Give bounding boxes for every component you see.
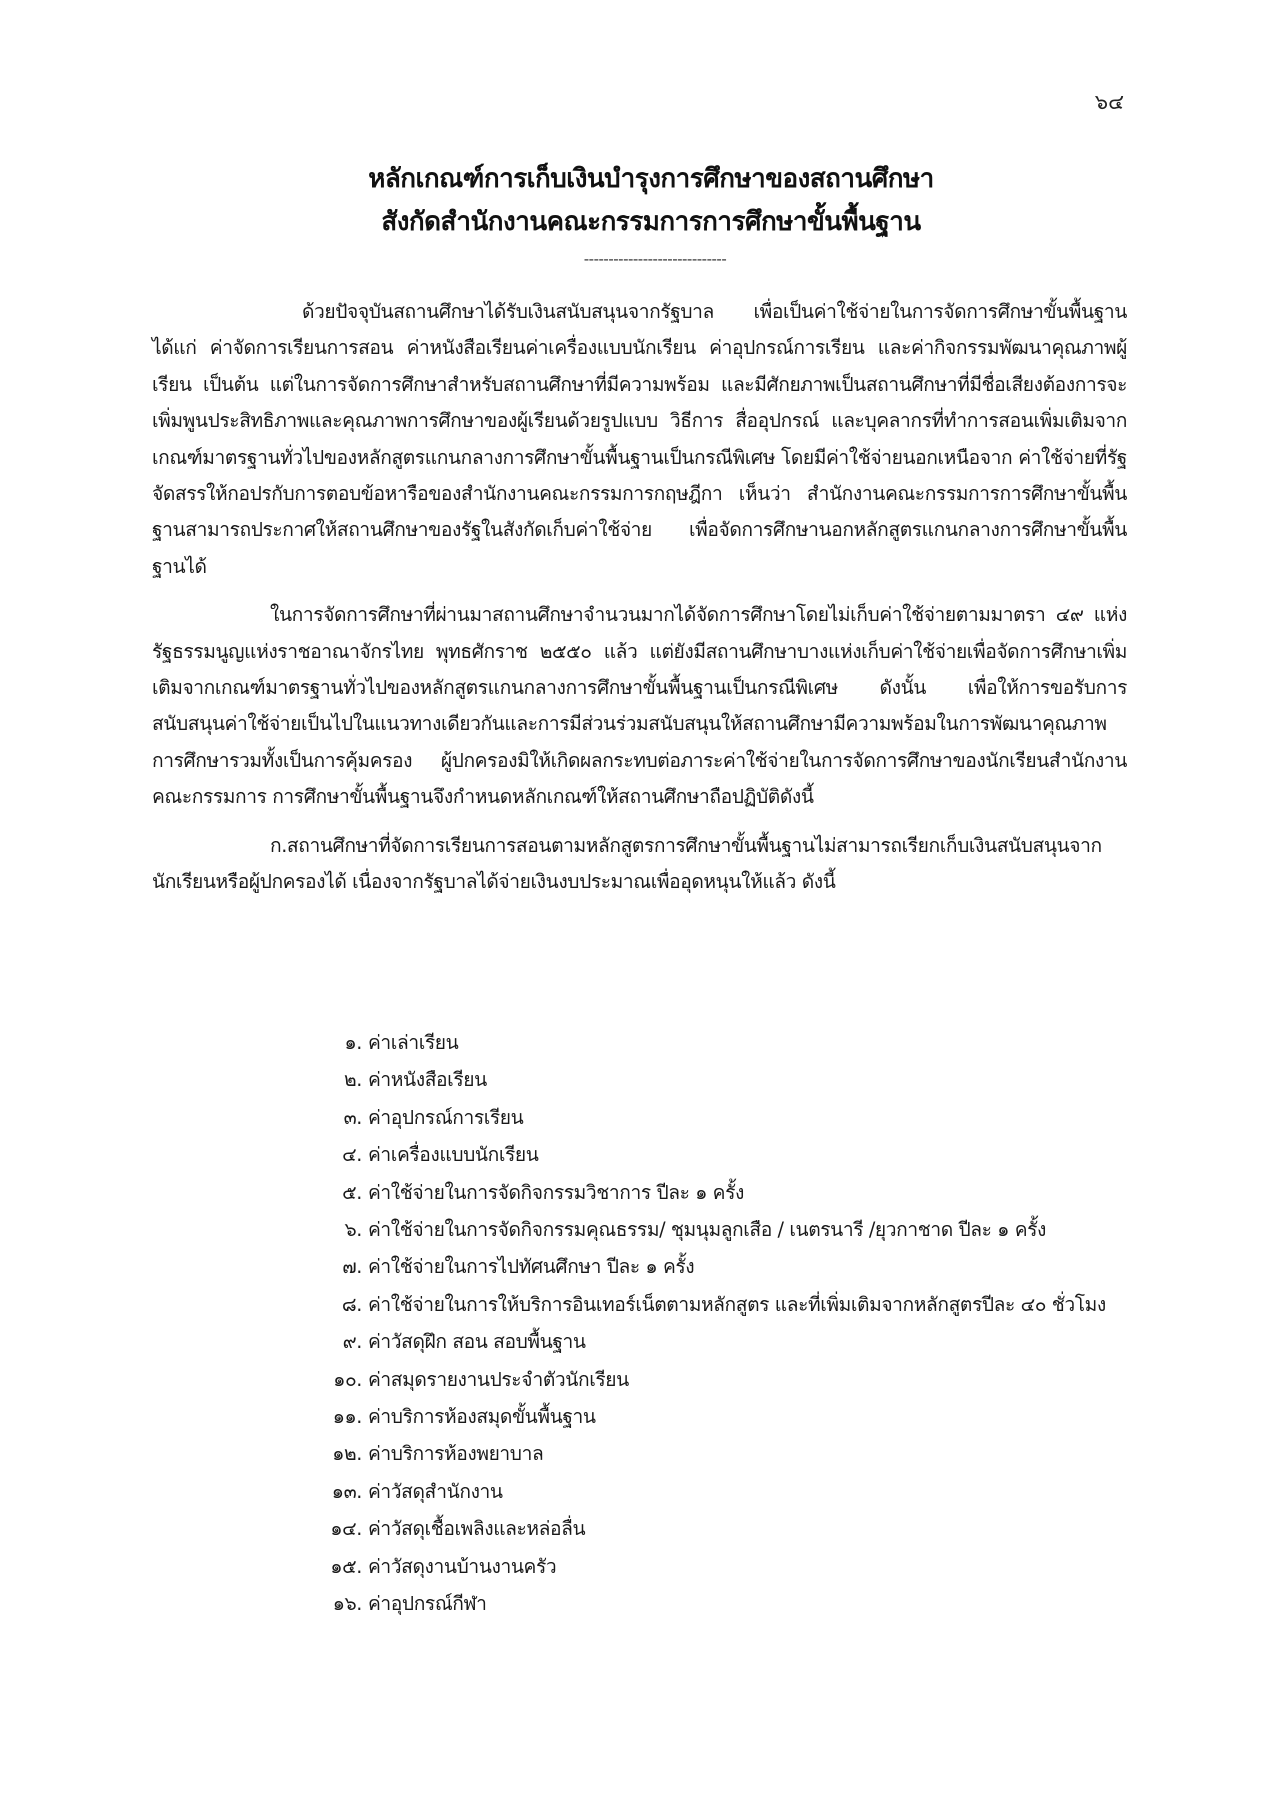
list-item-text: ค่าเล่าเรียน <box>368 1031 459 1054</box>
list-item-number: ๑๔. <box>330 1517 362 1541</box>
list-item-text: ค่าวัสดุฝึก สอน สอบพื้นฐาน <box>368 1330 586 1354</box>
document-title <box>0 158 1272 244</box>
list-item-number: ๒. <box>344 1068 362 1092</box>
paragraph-intro: ด้วยปัจจุบันสถานศึกษาได้รับเงินสนับสนุนจากรัฐบาล เพื่อเป็นค่าใช้จ่ายในการจัดการศึกษาขั้นพื้นฐาน ได้แก่ ค่าจัดการเรียนการสอน ค่าหนังสือเรียนค่าเครื่องแบบนักเรียน ค่าอุปกรณ์การเรียน และค่ากิจกรรมพัฒนาคุณภาพผู้เรียน เป็นต้น แต่ในการจัดการศึกษาสำหรับสถานศึกษาที่มีความพร้อม และมีศักยภาพเป็นสถานศึกษาที่มีชื่อเสียงต้องการจะเพิ่มพูนประสิทธิภาพและคุณภาพการศึกษาของผู้เรียนด้วยรูปแบบ วิธีการ สื่ออุปกรณ์ และบุคลากรที่ทำการสอนเพิ่มเติมจากเกณฑ์มาตรฐานทั่วไปของหลักสูตรแกนกลางการศึกษาขั้นพื้นฐานเป็นกรณีพิเศษ โดยมีค่าใช้จ่ายนอกเหนือจาก ค่าใช้จ่ายที่รัฐจัดสรรให้กอปรกับการตอบข้อหารือของสำนักงานคณะกรรมการกฤษฎีกา เห็นว่า สำนักงานคณะกรรมการการศึกษาขั้นพื้นฐานสามารถประกาศให้สถานศึกษาของรัฐในสังกัดเก็บค่าใช้จ่าย เพื่อจัดการศึกษานอกหลักสูตรแกนกลางการศึกษาขั้นพื้นฐานได้ <box>152 300 1127 578</box>
list-item-text: ค่าหนังสือเรียน <box>368 1068 487 1092</box>
list-item-number: ๗. <box>342 1255 362 1279</box>
list-item-number: ๔. <box>342 1143 362 1167</box>
list-item-number: ๓. <box>343 1105 362 1129</box>
list-item-text: ค่าสมุดรายงานประจำตัวนักเรียน <box>368 1367 629 1391</box>
title-line-2: สังกัดสำนักงานคณะกรรมการการศึกษาขั้นพื้นฐาน <box>381 207 921 237</box>
list-item <box>318 1585 1106 1622</box>
paragraph-rule-a: ก.สถานศึกษาที่จัดการเรียนการสอนตามหลักสูตรการศึกษาขั้นพื้นฐานไม่สามารถเรียกเก็บเงินสนับสนุนจากนักเรียนหรือผู้ปกครองได้ เนื่องจากรัฐบาลได้จ่ายเงินงบประมาณเพื่ออุดหนุนให้แล้ว ดังนี้ <box>152 833 1102 894</box>
list-item-number: ๑๖. <box>332 1592 362 1616</box>
list-item-text: ค่าใช้จ่ายในการไปทัศนศึกษา ปีละ ๑ ครั้ง <box>368 1255 695 1279</box>
list-item <box>318 1174 1106 1211</box>
title-line-1: หลักเกณฑ์การเก็บเงินบำรุงการศึกษาของสถานศึกษา <box>368 164 934 194</box>
list-item-text: ค่าบริการห้องพยาบาล <box>368 1442 544 1466</box>
list-item <box>318 1398 1106 1435</box>
list-item <box>318 1435 1106 1472</box>
list-item <box>318 1286 1106 1323</box>
list-item <box>318 1099 1106 1136</box>
list-item-text: ค่าวัสดุงานบ้านงานครัว <box>368 1554 557 1578</box>
list-item <box>318 1548 1106 1585</box>
list-item-number: ๑๕. <box>330 1554 362 1578</box>
list-item <box>318 1361 1106 1398</box>
list-item-number: ๑๑. <box>332 1405 362 1429</box>
list-item <box>318 1211 1106 1248</box>
fee-exemption-list <box>318 1024 1106 1623</box>
list-item <box>318 1248 1106 1285</box>
document-body <box>152 294 1127 901</box>
list-item <box>318 1323 1106 1360</box>
list-item-text: ค่าใช้จ่ายในการให้บริการอินเทอร์เน็ตตามหลักสูตร และที่เพิ่มเติมจากหลักสูตรปีละ ๔๐ ชั่วโมง <box>368 1292 1106 1316</box>
list-item <box>318 1473 1106 1510</box>
list-item-text: ค่าวัสดุเชื้อเพลิงและหล่อลื่น <box>368 1517 586 1541</box>
list-item-number: ๑๓. <box>331 1479 362 1503</box>
page-number: ๖๔ <box>1094 90 1124 114</box>
paragraph-background: ในการจัดการศึกษาที่ผ่านมาสถานศึกษาจำนวนมากได้จัดการศึกษาโดยไม่เก็บค่าใช้จ่ายตามมาตรา ๔๙ แห่งรัฐธรรมนูญแห่งราชอาณาจักรไทย พุทธศักราช ๒๕๕๐ แล้ว แต่ยังมีสถานศึกษาบางแห่งเก็บค่าใช้จ่ายเพื่อจัดการศึกษาเพิ่มเติมจากเกณฑ์มาตรฐานทั่วไปของหลักสูตรแกนกลางการศึกษาขั้นพื้นฐานเป็นกรณีพิเศษ ดังนั้น เพื่อให้การขอรับการสนับสนุนค่าใช้จ่ายเป็นไปในแนวทางเดียวกันและการมีส่วนร่วมสนับสนุนให้สถานศึกษามีความพร้อมในการพัฒนาคุณภาพการศึกษารวมทั้งเป็นการคุ้มครอง ผู้ปกครองมิให้เกิดผลกระทบต่อภาระค่าใช้จ่ายในการจัดการศึกษาของนักเรียนสำนักงานคณะกรรมการ การศึกษาขั้นพื้นฐานจึงกำหนดหลักเกณฑ์ให้สถานศึกษาถือปฏิบัติดังนี้ <box>152 603 1127 809</box>
list-item <box>318 1061 1106 1098</box>
list-item-number: ๑๒. <box>332 1442 362 1466</box>
list-item-number: ๕. <box>342 1180 362 1204</box>
list-item-text: ค่าอุปกรณ์การเรียน <box>368 1105 524 1129</box>
list-item-number: ๖. <box>344 1218 362 1242</box>
list-item-text: ค่าอุปกรณ์กีฬา <box>368 1592 487 1616</box>
list-item-number: ๘. <box>341 1292 362 1316</box>
title-divider: ----------------------------- <box>583 250 727 268</box>
list-item <box>318 1136 1106 1173</box>
list-item-number: ๙. <box>342 1330 362 1354</box>
list-item-number: ๑๐. <box>333 1367 362 1391</box>
list-item-text: ค่าเครื่องแบบนักเรียน <box>368 1143 539 1167</box>
list-item-number: ๑. <box>344 1031 362 1054</box>
list-item-text: ค่าวัสดุสำนักงาน <box>368 1479 503 1503</box>
list-item-text: ค่าใช้จ่ายในการจัดกิจกรรมคุณธรรม/ ชุมนุมลูกเสือ / เนตรนารี /ยุวกาชาด ปีละ ๑ ครั้ง <box>368 1218 1047 1242</box>
list-item-text: ค่าบริการห้องสมุดขั้นพื้นฐาน <box>368 1405 596 1429</box>
list-item <box>318 1510 1106 1547</box>
list-item <box>318 1024 1106 1061</box>
list-item-text: ค่าใช้จ่ายในการจัดกิจกรรมวิชาการ ปีละ ๑ ครั้ง <box>368 1180 744 1204</box>
